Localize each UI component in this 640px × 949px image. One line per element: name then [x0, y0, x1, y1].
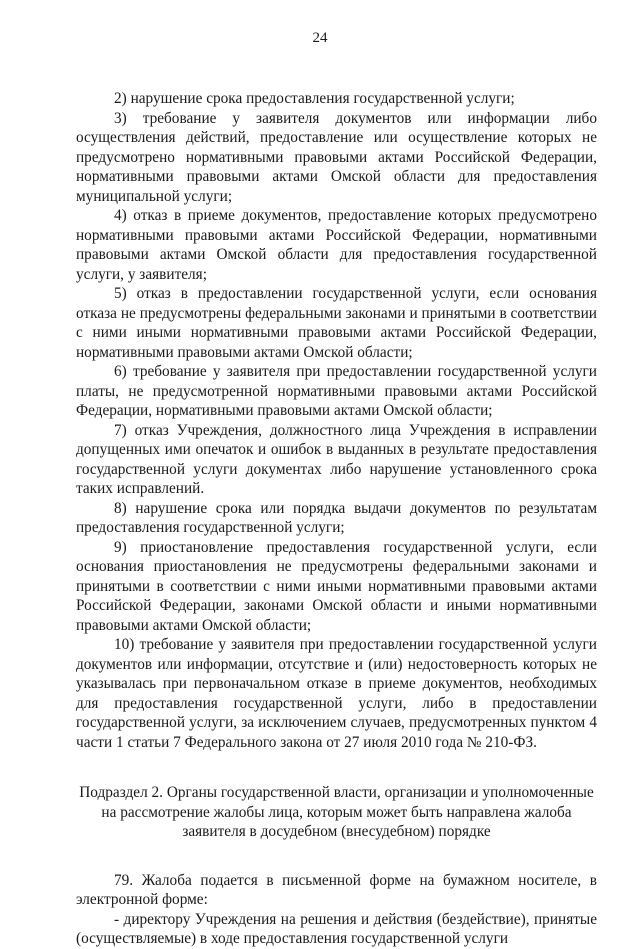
list-item-6: 6) требование у заявителя при предоставлении государственной услуги платы, не предусмотренной нормативными правовыми актами Российской Федерации, нормативными правовыми актами Омской области;	[76, 363, 597, 419]
subsection-heading	[76, 783, 597, 842]
list-item-7: 7) отказ Учреждения, должностного лица Учреждения в исправлении допущенных ими опечаток и ошибок в выданных в результате предоставления государственной услуги документах либо нарушение установленного срока таких исправлений.	[76, 421, 597, 497]
page-number: 24	[312, 30, 328, 46]
list-item-4: 4) отказ в приеме документов, предоставление которых предусмотрено нормативными правовыми актами Российской Федерации, нормативными правовыми актами Омской области для предоставления государственной услуги, у заявителя;	[76, 207, 597, 283]
list-item-2: 2) нарушение срока предоставления государственной услуги;	[114, 90, 515, 107]
subsection-heading-line: Подраздел 2. Органы государственной власти, организации и уполномоченные	[79, 784, 594, 801]
list-item-3: 3) требование у заявителя документов или информации либо осуществления действий, предоставление или осуществление которых не предусмотрено нормативными правовыми актами Российской Федерации, нормативными правовыми актами Омской области для предоставления муниципальной услуги;	[76, 109, 597, 205]
paragraph-79: 79. Жалоба подается в письменной форме на бумажном носителе, в электронной форме:	[76, 871, 597, 908]
paragraph-director: - директору Учреждения на решения и действия (бездействие), принятые (осуществляемые) в ходе предоставления государственной услуги	[76, 910, 597, 947]
list-item-5: 5) отказ в предоставлении государственной услуги, если основания отказа не предусмотрены федеральными законами и принятыми в соответствии с ними иными нормативными правовыми актами Российской Федерации, нормативными правовыми актами Омской области;	[76, 285, 597, 361]
list-item-8: 8) нарушение срока или порядка выдачи документов по результатам предоставления государственной услуги;	[76, 499, 597, 536]
list-item-9: 9) приостановление предоставления государственной услуги, если основания приостановления не предусмотрены федеральными законами и принятыми в соответствии с ними иными нормативными правовыми актами Российской Федерации, законами Омской области и иными нормативными правовыми актами Омской области;	[76, 538, 597, 634]
document-body	[76, 89, 597, 949]
subsection-heading-line: на рассмотрение жалобы лица, которым может быть направлена жалоба	[101, 803, 572, 821]
subsection-heading-line: заявителя в досудебном (внесудебном) порядке	[182, 823, 491, 840]
list-item-10: 10) требование у заявителя при предоставлении государственной услуги документов или информации, отсутствие и (или) недостоверность которых не указывалась при первоначальном отказе в приеме документов, необходимых для предоставления государственной услуги, либо в предоставлении государственной услуги, за исключением случаев, предусмотренных пунктом 4 части 1 статьи 7 Федерального закона от 27 июля 2010 года № 210-ФЗ.	[76, 636, 597, 751]
